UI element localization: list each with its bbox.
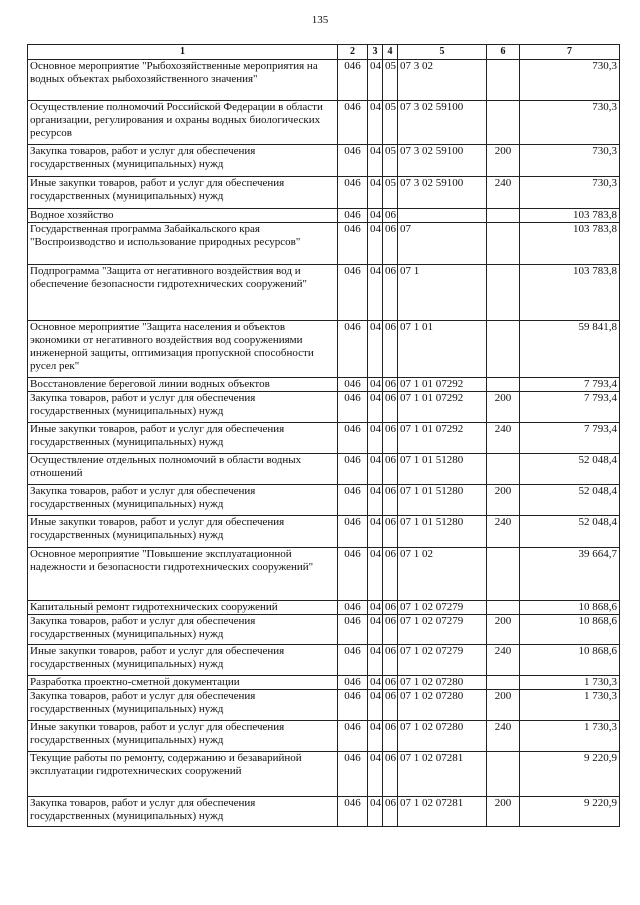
subsection-code-cell: 06 [383,485,398,516]
amount-value: 1 730,3 [584,676,617,688]
item-name-cell: Государственная программа Забайкальского края "Воспроизводство и использование природных ресурсов" [28,223,338,265]
amount-cell [520,615,620,645]
expense-type-cell [487,321,520,378]
amount-cell [520,101,620,145]
expense-type-cell [487,601,520,615]
amount-cell [520,223,620,265]
expense-type-cell [487,548,520,601]
item-name-cell: Текущие работы по ремонту, содержанию и безаварийной эксплуатации гидротехнических сооружений [28,752,338,797]
section-code-cell: 04 [368,721,383,752]
table-row [28,454,620,485]
subsection-code-cell: 06 [383,645,398,676]
section-code-cell: 04 [368,265,383,321]
ministry-code-cell: 046 [338,392,368,423]
amount-value: 103 783,8 [573,209,617,221]
amount-value: 103 783,8 [573,265,617,277]
subsection-code-cell: 06 [383,265,398,321]
section-code-cell: 04 [368,454,383,485]
section-code-cell: 04 [368,223,383,265]
amount-value: 730,3 [592,177,617,189]
ministry-code-cell: 046 [338,454,368,485]
table-row [28,145,620,177]
table-row [28,177,620,209]
target-code-cell: 07 1 02 07280 [398,690,487,721]
section-code-cell: 04 [368,752,383,797]
amount-value: 9 220,9 [584,797,617,809]
section-code-cell: 04 [368,60,383,101]
expense-type-cell: 200 [487,797,520,827]
section-code-cell: 04 [368,516,383,548]
section-code-cell: 04 [368,423,383,454]
target-code-cell: 07 1 02 [398,548,487,601]
expense-type-cell [487,676,520,690]
amount-cell [520,721,620,752]
ministry-code-cell: 046 [338,209,368,223]
expense-type-cell: 200 [487,690,520,721]
amount-value: 7 793,4 [584,392,617,404]
amount-cell [520,378,620,392]
ministry-code-cell: 046 [338,177,368,209]
target-code-cell: 07 [398,223,487,265]
ministry-code-cell: 046 [338,721,368,752]
budget-table [27,44,620,827]
amount-value: 52 048,4 [578,454,617,466]
expense-type-cell: 200 [487,615,520,645]
section-code-cell: 04 [368,601,383,615]
section-code-cell: 04 [368,378,383,392]
target-code-cell: 07 1 01 07292 [398,423,487,454]
target-code-cell: 07 1 02 07279 [398,615,487,645]
table-row [28,615,620,645]
subsection-code-cell: 06 [383,752,398,797]
section-code-cell: 04 [368,177,383,209]
table-row [28,60,620,101]
table-row [28,601,620,615]
ministry-code-cell: 046 [338,690,368,721]
target-code-cell: 07 3 02 59100 [398,177,487,209]
subsection-code-cell: 06 [383,548,398,601]
amount-cell [520,454,620,485]
target-code-cell: 07 1 02 07280 [398,676,487,690]
amount-cell [520,645,620,676]
table-row [28,265,620,321]
ministry-code-cell: 046 [338,797,368,827]
amount-value: 730,3 [592,101,617,113]
subsection-code-cell: 05 [383,177,398,209]
amount-value: 9 220,9 [584,752,617,764]
subsection-code-cell: 06 [383,615,398,645]
ministry-code-cell: 046 [338,378,368,392]
item-name-cell: Осуществление отдельных полномочий в области водных отношений [28,454,338,485]
target-code-cell: 07 1 02 07281 [398,752,487,797]
table-row [28,321,620,378]
expense-type-cell: 240 [487,423,520,454]
subsection-code-cell: 06 [383,423,398,454]
subsection-code-cell: 05 [383,145,398,177]
section-code-cell: 04 [368,209,383,223]
header-col-6: 6 [487,45,520,60]
expense-type-cell: 200 [487,392,520,423]
table-row [28,645,620,676]
amount-value: 1 730,3 [584,721,617,733]
header-col-5: 5 [398,45,487,60]
expense-type-cell: 240 [487,721,520,752]
expense-type-cell [487,101,520,145]
ministry-code-cell: 046 [338,485,368,516]
amount-cell [520,209,620,223]
target-code-cell [398,209,487,223]
item-name-cell: Разработка проектно-сметной документации [28,676,338,690]
amount-cell [520,265,620,321]
ministry-code-cell: 046 [338,516,368,548]
section-code-cell: 04 [368,485,383,516]
item-name-cell: Закупка товаров, работ и услуг для обеспечения государственных (муниципальных) нужд [28,797,338,827]
ministry-code-cell: 046 [338,101,368,145]
item-name-cell: Водное хозяйство [28,209,338,223]
item-name-cell: Основное мероприятие "Повышение эксплуатационной надежности и безопасности гидротехнических сооружений" [28,548,338,601]
ministry-code-cell: 046 [338,145,368,177]
table-row [28,223,620,265]
target-code-cell: 07 3 02 59100 [398,101,487,145]
amount-cell [520,797,620,827]
header-col-7: 7 [520,45,620,60]
table-row [28,752,620,797]
amount-value: 1 730,3 [584,690,617,702]
header-col-2: 2 [338,45,368,60]
table-row [28,797,620,827]
section-code-cell: 04 [368,797,383,827]
amount-cell [520,676,620,690]
ministry-code-cell: 046 [338,615,368,645]
item-name-cell: Восстановление береговой линии водных объектов [28,378,338,392]
ministry-code-cell: 046 [338,223,368,265]
ministry-code-cell: 046 [338,752,368,797]
target-code-cell: 07 1 02 07279 [398,645,487,676]
table-row [28,676,620,690]
item-name-cell: Основное мероприятие "Защита населения и объектов экономики от негативного воздействия вод сооружениями инженерной защиты, оптимизация пропускной способности русел рек" [28,321,338,378]
table-row [28,548,620,601]
item-name-cell: Иные закупки товаров, работ и услуг для обеспечения государственных (муниципальных) нужд [28,516,338,548]
ministry-code-cell: 046 [338,60,368,101]
amount-cell [520,145,620,177]
amount-value: 730,3 [592,145,617,157]
target-code-cell: 07 1 01 07292 [398,392,487,423]
header-col-1: 1 [28,45,338,60]
amount-cell [520,392,620,423]
item-name-cell: Осуществление полномочий Российской Федерации в области организации, регулирования и охраны водных биологических ресурсов [28,101,338,145]
amount-value: 730,3 [592,60,617,72]
item-name-cell: Иные закупки товаров, работ и услуг для обеспечения государственных (муниципальных) нужд [28,423,338,454]
subsection-code-cell: 05 [383,60,398,101]
section-code-cell: 04 [368,615,383,645]
amount-cell [520,177,620,209]
subsection-code-cell: 06 [383,209,398,223]
ministry-code-cell: 046 [338,321,368,378]
amount-value: 10 868,6 [578,615,617,627]
item-name-cell: Иные закупки товаров, работ и услуг для обеспечения государственных (муниципальных) нужд [28,177,338,209]
expense-type-cell [487,209,520,223]
amount-cell [520,60,620,101]
item-name-cell: Закупка товаров, работ и услуг для обеспечения государственных (муниципальных) нужд [28,392,338,423]
ministry-code-cell: 046 [338,423,368,454]
subsection-code-cell: 06 [383,797,398,827]
table-row [28,690,620,721]
target-code-cell: 07 1 01 07292 [398,378,487,392]
expense-type-cell [487,223,520,265]
section-code-cell: 04 [368,101,383,145]
item-name-cell: Закупка товаров, работ и услуг для обеспечения государственных (муниципальных) нужд [28,145,338,177]
item-name-cell: Закупка товаров, работ и услуг для обеспечения государственных (муниципальных) нужд [28,615,338,645]
amount-value: 103 783,8 [573,223,617,235]
subsection-code-cell: 05 [383,101,398,145]
table-row [28,378,620,392]
table-row [28,101,620,145]
target-code-cell: 07 1 01 [398,321,487,378]
expense-type-cell: 200 [487,145,520,177]
section-code-cell: 04 [368,690,383,721]
subsection-code-cell: 06 [383,321,398,378]
item-name-cell: Иные закупки товаров, работ и услуг для обеспечения государственных (муниципальных) нужд [28,645,338,676]
expense-type-cell [487,265,520,321]
section-code-cell: 04 [368,392,383,423]
expense-type-cell: 240 [487,645,520,676]
target-code-cell: 07 1 [398,265,487,321]
item-name-cell: Иные закупки товаров, работ и услуг для обеспечения государственных (муниципальных) нужд [28,721,338,752]
subsection-code-cell: 06 [383,454,398,485]
header-col-4: 4 [383,45,398,60]
amount-value: 52 048,4 [578,485,617,497]
subsection-code-cell: 06 [383,516,398,548]
item-name-cell: Подпрограмма "Защита от негативного воздействия вод и обеспечение безопасности гидротехнических сооружений" [28,265,338,321]
section-code-cell: 04 [368,321,383,378]
amount-cell [520,516,620,548]
ministry-code-cell: 046 [338,645,368,676]
subsection-code-cell: 06 [383,392,398,423]
target-code-cell: 07 3 02 [398,60,487,101]
table-row [28,516,620,548]
table-row [28,423,620,454]
target-code-cell: 07 1 01 51280 [398,454,487,485]
subsection-code-cell: 06 [383,223,398,265]
target-code-cell: 07 1 01 51280 [398,485,487,516]
amount-cell [520,601,620,615]
table-row [28,209,620,223]
target-code-cell: 07 1 02 07280 [398,721,487,752]
amount-value: 7 793,4 [584,378,617,390]
ministry-code-cell: 046 [338,676,368,690]
amount-value: 52 048,4 [578,516,617,528]
subsection-code-cell: 06 [383,676,398,690]
amount-cell [520,752,620,797]
target-code-cell: 07 1 02 07281 [398,797,487,827]
header-col-3: 3 [368,45,383,60]
item-name-cell: Основное мероприятие "Рыбохозяйственные мероприятия на водных объектах рыбохозяйственного значения" [28,60,338,101]
amount-cell [520,321,620,378]
ministry-code-cell: 046 [338,548,368,601]
section-code-cell: 04 [368,645,383,676]
amount-value: 7 793,4 [584,423,617,435]
header-row [28,45,620,60]
subsection-code-cell: 06 [383,721,398,752]
table-row [28,485,620,516]
section-code-cell: 04 [368,145,383,177]
ministry-code-cell: 046 [338,601,368,615]
amount-value: 39 664,7 [578,548,617,560]
amount-cell [520,690,620,721]
table-row [28,721,620,752]
subsection-code-cell: 06 [383,690,398,721]
target-code-cell: 07 1 02 07279 [398,601,487,615]
item-name-cell: Капитальный ремонт гидротехнических сооружений [28,601,338,615]
expense-type-cell: 200 [487,485,520,516]
expense-type-cell [487,752,520,797]
target-code-cell: 07 1 01 51280 [398,516,487,548]
item-name-cell: Закупка товаров, работ и услуг для обеспечения государственных (муниципальных) нужд [28,690,338,721]
amount-value: 10 868,6 [578,601,617,613]
subsection-code-cell: 06 [383,378,398,392]
item-name-cell: Закупка товаров, работ и услуг для обеспечения государственных (муниципальных) нужд [28,485,338,516]
ministry-code-cell: 046 [338,265,368,321]
expense-type-cell [487,378,520,392]
amount-cell [520,423,620,454]
section-code-cell: 04 [368,548,383,601]
amount-cell [520,548,620,601]
subsection-code-cell: 06 [383,601,398,615]
expense-type-cell [487,60,520,101]
page-number: 135 [311,14,329,26]
expense-type-cell [487,454,520,485]
amount-cell [520,485,620,516]
expense-type-cell: 240 [487,177,520,209]
amount-value: 10 868,6 [578,645,617,657]
section-code-cell: 04 [368,676,383,690]
target-code-cell: 07 3 02 59100 [398,145,487,177]
table-row [28,392,620,423]
amount-value: 59 841,8 [578,321,617,333]
expense-type-cell: 240 [487,516,520,548]
